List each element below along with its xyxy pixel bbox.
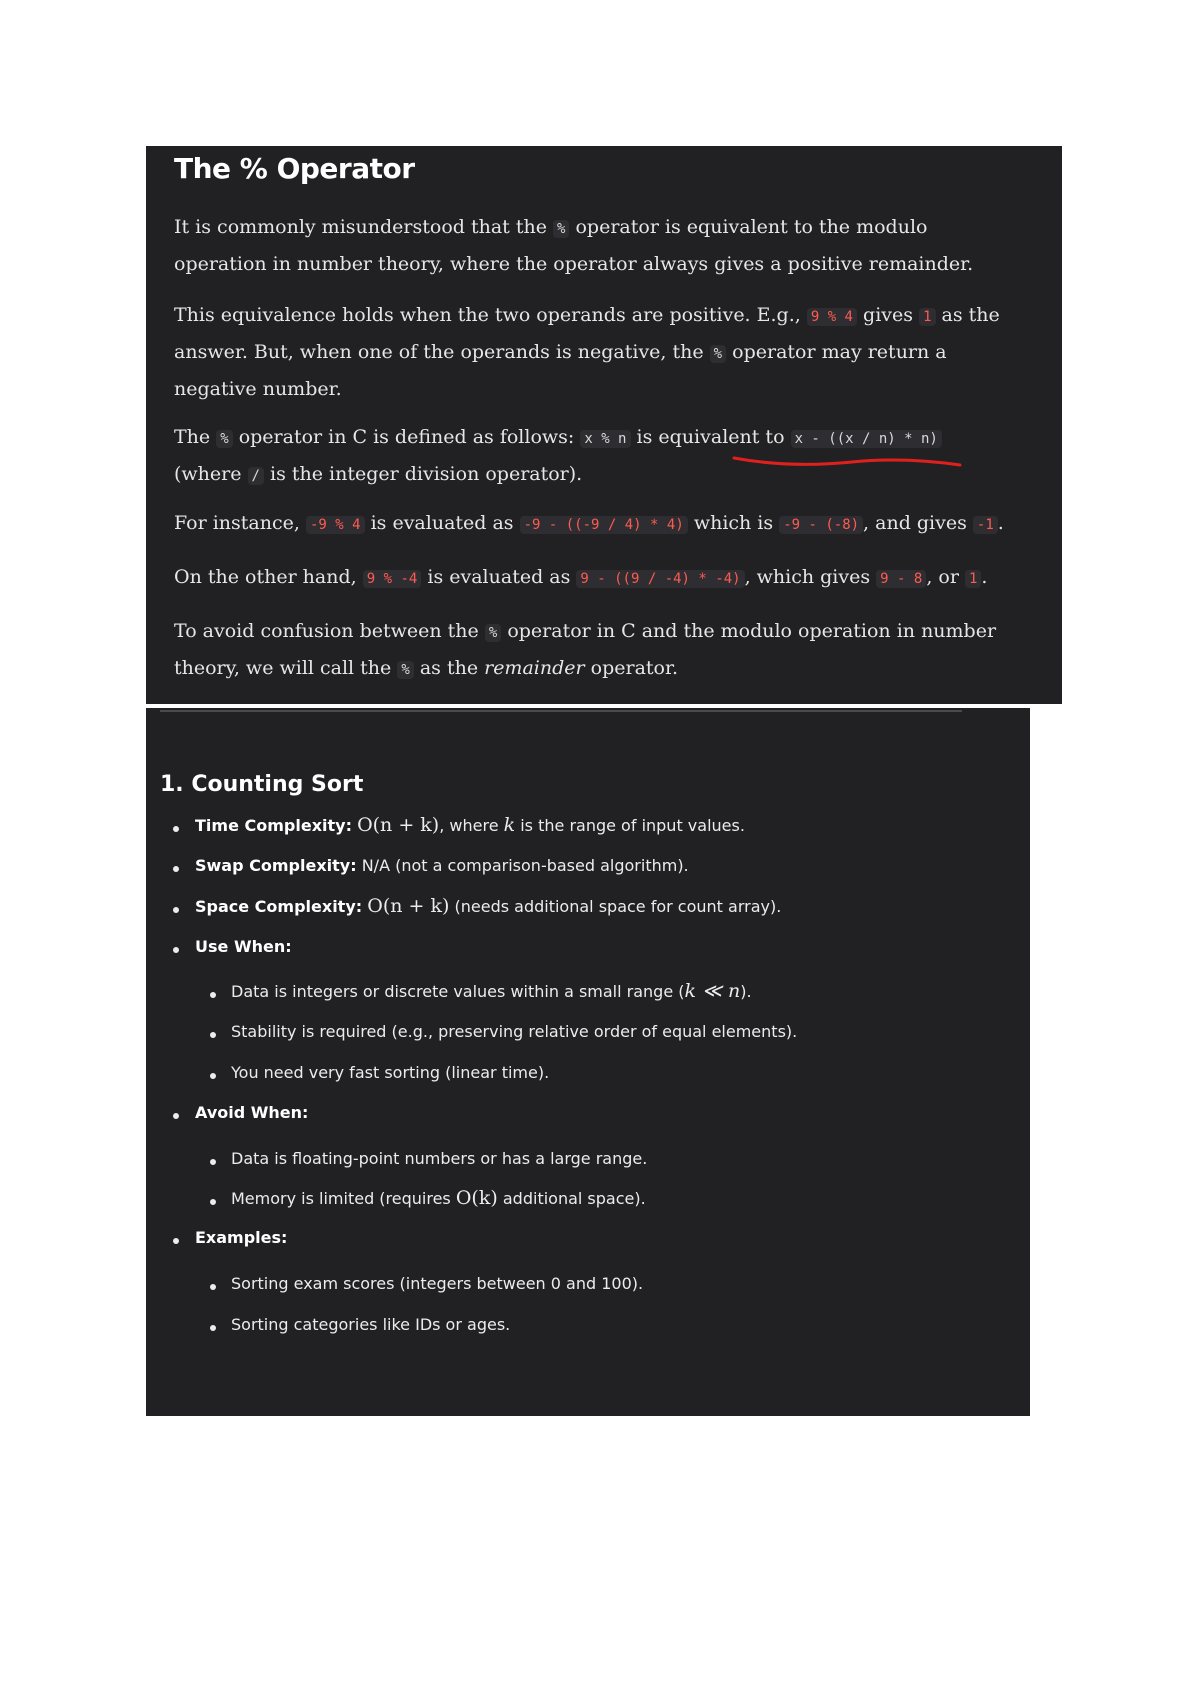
bullet-icon (210, 1159, 216, 1165)
inline-code: 9 - ((9 / -4) * -4) (576, 570, 744, 588)
inline-code: 9 % -4 (363, 570, 422, 588)
inline-code: -9 % 4 (306, 516, 365, 534)
paragraph-6: To avoid confusion between the % operator in C and the modulo operation in number theory, we will call the % as the remainder operator. (174, 620, 997, 679)
inline-code: -9 - ((-9 / 4) * 4) (520, 516, 688, 534)
divider (160, 710, 962, 712)
counting-sort-section (146, 708, 1030, 1416)
list-item: Sorting categories like IDs or ages. (231, 1315, 511, 1334)
inline-code: x - ((x / n) * n) (791, 430, 942, 448)
inline-code: % (397, 661, 413, 679)
list-item: Sorting exam scores (integers between 0 and 100). (231, 1274, 644, 1293)
bullet-icon (210, 992, 216, 998)
bullet-icon (173, 1238, 179, 1244)
inline-code: % (485, 624, 501, 642)
bullet-icon (210, 1032, 216, 1038)
inline-code: 9 - 8 (876, 570, 926, 588)
paragraph-1: It is commonly misunderstood that the % operator is equivalent to the modulo operation in number theory, where the operator always gives a positive remainder. (174, 216, 974, 275)
bullet-icon (210, 1199, 216, 1205)
inline-code: % (216, 430, 232, 448)
list-item: Memory is limited (requires O(k) additional space). (231, 1187, 646, 1209)
paragraph-2: This equivalence holds when the two operands are positive. E.g., 9 % 4 gives 1 as the answer. But, when one of the operands is negative, the % operator may return a negative number. (174, 304, 1000, 400)
bullet-icon (210, 1284, 216, 1290)
list-item: Examples: (195, 1228, 288, 1247)
list-item: You need very fast sorting (linear time). (231, 1063, 550, 1082)
red-underline-annotation (732, 455, 962, 469)
bullet-icon (173, 826, 179, 832)
bullet-icon (210, 1325, 216, 1331)
paragraph-5: On the other hand, 9 % -4 is evaluated as 9 - ((9 / -4) * -4) , which gives 9 - 8 , or 1 . (174, 566, 988, 588)
section-title: 1. Counting Sort (160, 772, 364, 797)
list-item: Swap Complexity: N/A (not a comparison-based algorithm). (195, 856, 689, 875)
bullet-icon (210, 1073, 216, 1079)
list-item: Avoid When: (195, 1103, 309, 1122)
inline-code: % (710, 345, 726, 363)
list-item: Stability is required (e.g., preserving relative order of equal elements). (231, 1022, 798, 1041)
section-title: The % Operator (174, 152, 415, 185)
list-item: Use When: (195, 937, 292, 956)
bullet-icon (173, 1113, 179, 1119)
paragraph-4: For instance, -9 % 4 is evaluated as -9 - ((-9 / 4) * 4) which is -9 - (-8) , and gives -1 . (174, 512, 1004, 534)
inline-code: / (248, 467, 264, 485)
bullet-icon (173, 947, 179, 953)
inline-code: 1 (919, 308, 935, 326)
inline-code: 9 % 4 (807, 308, 857, 326)
bullet-icon (173, 866, 179, 872)
list-item: Time Complexity: O(n + k), where k is the range of input values. (195, 814, 745, 836)
operator-section (146, 146, 1062, 704)
list-item: Space Complexity: O(n + k) (needs additional space for count array). (195, 895, 782, 917)
inline-code: % (553, 220, 569, 238)
inline-code: x % n (580, 430, 630, 448)
list-item: Data is integers or discrete values within a small range (k ≪ n). (231, 980, 752, 1002)
paragraph-3: The % operator in C is defined as follows: x % n is equivalent to x - ((x / n) * n) (where / is the integer division operator). (174, 420, 1004, 494)
inline-code: -1 (973, 516, 998, 534)
inline-code: 1 (965, 570, 981, 588)
inline-code: -9 - (-8) (779, 516, 863, 534)
list-item: Data is floating-point numbers or has a large range. (231, 1149, 648, 1168)
bullet-icon (173, 907, 179, 913)
